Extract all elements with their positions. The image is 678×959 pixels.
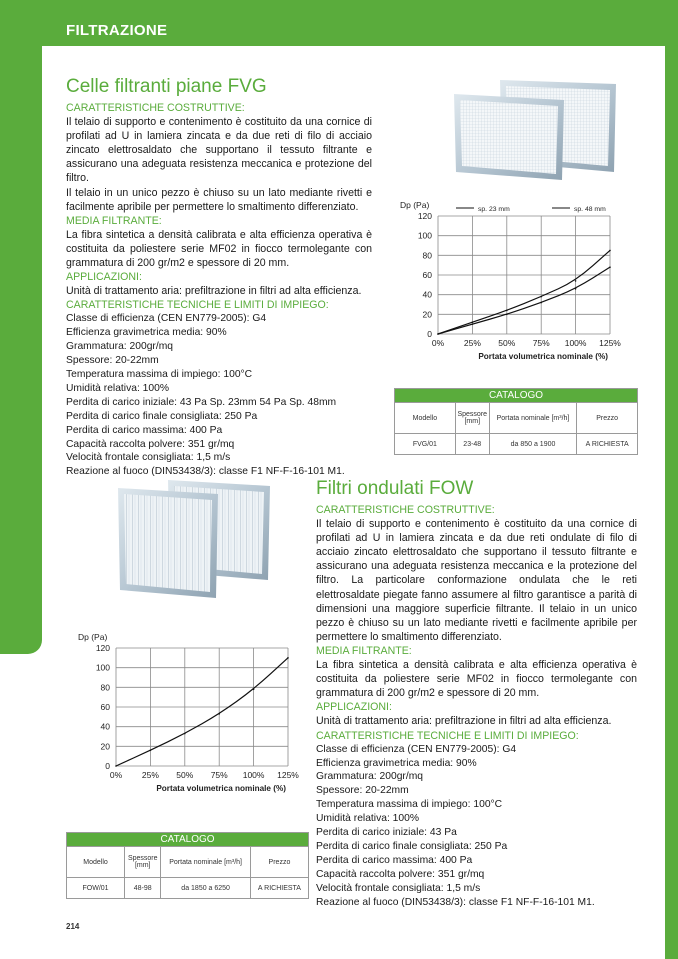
spec-line: Classe di efficienza (CEN EN779-2005): G4 <box>316 743 517 755</box>
chart-data-point <box>609 250 611 252</box>
fow-media-text: La fibra sintetica a densità calibrata e alta efficienza operativa è costituita da poliestere serie MF02 in fiocco termolegante con grammatura di 200 gr/m2 e spessore di 20 mm. <box>316 659 637 700</box>
chart-x-tick-label: 125% <box>277 770 299 780</box>
sidebar-green-band <box>0 46 42 640</box>
catalog-header-cell: Prezzo <box>250 847 308 878</box>
fow-catalog-table <box>66 832 309 899</box>
catalog-header-cell: Spessore [mm] <box>125 847 161 878</box>
fow-media-heading: MEDIA FILTRANTE: <box>316 644 412 657</box>
spec-line: Spessore: 20-22mm <box>316 785 409 797</box>
chart-data-point <box>472 323 474 325</box>
spec-line: Perdita di carico finale consigliata: 250 Pa <box>316 840 508 852</box>
chart-data-point <box>253 689 255 691</box>
chart-y-tick-label: 80 <box>100 682 110 693</box>
catalog-cell: da 850 a 1900 <box>489 434 576 455</box>
fow-text-column <box>316 503 637 909</box>
chart-x-tick-label: 0% <box>431 338 445 348</box>
fvg-catalog-table <box>394 388 638 455</box>
catalog-cell: da 1850 a 6250 <box>161 878 251 899</box>
spec-line: Perdita di carico massima: 400 Pa <box>316 854 473 866</box>
catalog-header-cell: Spessore [mm] <box>455 403 489 434</box>
catalog-title: CATALOGO <box>395 389 638 403</box>
catalog-cell: 48-98 <box>125 878 161 899</box>
catalog-header-cell: Portata nominale [m³/h] <box>489 403 576 434</box>
spec-line: Grammatura: 200gr/mq <box>66 341 174 353</box>
table-row <box>395 434 638 455</box>
chart-y-tick-label: 0 <box>427 329 432 339</box>
chart-x-tick-label: 50% <box>176 770 194 780</box>
spec-line: Umidità relativa: 100% <box>316 813 420 825</box>
spec-line: Temperatura massima di impiego: 100°C <box>316 799 503 811</box>
fvg-limits-heading: CARATTERISTICHE TECNICHE E LIMITI DI IMPIEGO: <box>66 299 329 312</box>
fvg-pressure-drop-chart <box>394 196 644 374</box>
chart-y-tick-label: 20 <box>100 741 110 752</box>
catalog-cell: A RICHIESTA <box>250 878 308 899</box>
spec-line: Perdita di carico iniziale: 43 Pa Sp. 23mm 54 Pa Sp. 48mm <box>66 396 337 408</box>
catalog-cell: FOW/01 <box>67 878 125 899</box>
chart-data-point <box>184 733 186 735</box>
fvg-text-column <box>66 101 372 479</box>
catalog-title: CATALOGO <box>67 833 309 847</box>
right-edge-band <box>665 0 678 959</box>
chart-series-line <box>438 267 610 334</box>
chart-legend-label: sp. 23 mm <box>478 206 510 213</box>
chart-y-tick-label: 80 <box>422 250 432 261</box>
spec-line: Velocità frontale consigliata: 1,5 m/s <box>316 882 481 894</box>
chart-data-point <box>218 713 220 715</box>
spec-line: Velocità frontale consigliata: 1,5 m/s <box>66 452 231 464</box>
fow-construction-text: Il telaio di supporto e contenimento è costituito da una cornice di profilati ad U in lamiera zincata e da due reti ondulate di filo di acciaio zincato elettrosaldato che supportano il tessuto filtrante e assicurano una adeguata resistenza meccanica e la protezione del filtro. La particolare conformazione ondulata che le reti elettrosaldate piegate fanno assumere al filtro garantisce a parità di dimensioni una maggiore superficie filtrante. Il telaio in un unico pezzo è chiuso su un lato mediante rivetti e facilmente apribile per permettere lo smaltimento differenziato. <box>316 518 637 643</box>
chart-y-tick-label: 100 <box>95 662 110 673</box>
chart-x-tick-label: 75% <box>532 338 550 348</box>
spec-line: Capacità raccolta polvere: 351 gr/mq <box>66 438 235 450</box>
chart-data-point <box>437 333 439 335</box>
spec-line: Efficienza gravimetrica media: 90% <box>66 327 227 339</box>
chart-y-tick-label: 40 <box>422 289 432 300</box>
chart-x-tick-label: 100% <box>242 770 265 780</box>
chart-data-point <box>115 765 117 767</box>
spec-line: Efficienza gravimetrica media: 90% <box>316 757 477 769</box>
fow-limits-heading: CARATTERISTICHE TECNICHE E LIMITI DI IMPIEGO: <box>316 729 579 742</box>
chart-data-point <box>506 310 508 312</box>
spec-line: Perdita di carico massima: 400 Pa <box>66 424 223 436</box>
sidebar-tab <box>0 640 42 654</box>
fvg-media-text: La fibra sintetica a densità calibrata e alta efficienza operativa è costituita da poliestere serie MF02 in fiocco termolegante con grammatura di 200 gr/m2 e spessore di 20 mm. <box>66 228 372 270</box>
fvg-construction-text-1: Il telaio di supporto e contenimento è costituito da una cornice di profilati ad U in lamiera zincata e da due reti di filo di acciaio zincato elettrosaldato che supportano il tessuto filtrante e assicurano una adeguata resistenza meccanica e protezione del filtro. <box>66 116 372 185</box>
chart-x-tick-label: 100% <box>564 338 587 348</box>
chart-y-tick-label: 120 <box>95 643 110 653</box>
spec-line: Reazione al fuoco (DIN53438/3): classe F1 NF-F-16-101 M1. <box>66 466 345 478</box>
fow-applications-heading: APPLICAZIONI: <box>316 701 392 714</box>
chart-y-tick-label: 60 <box>422 270 432 280</box>
chart-y-tick-label: 60 <box>100 702 110 712</box>
fow-applications-text: Unità di trattamento aria: prefiltrazione in filtri ad alta efficienza. <box>316 715 612 728</box>
chart-x-tick-label: 125% <box>599 338 621 348</box>
chart-x-tick-label: 25% <box>141 770 159 780</box>
spec-line: Perdita di carico iniziale: 43 Pa <box>316 827 457 839</box>
chart-series-line <box>116 658 288 766</box>
fvg-product-photo <box>448 76 618 182</box>
catalog-cell: 23-48 <box>455 434 489 455</box>
spec-line: Capacità raccolta polvere: 351 gr/mq <box>316 868 485 880</box>
fvg-applications-heading: APPLICAZIONI: <box>66 271 142 284</box>
chart-data-point <box>575 280 577 282</box>
chart-data-point <box>150 749 152 751</box>
fow-pressure-drop-chart <box>62 626 318 804</box>
chart-data-point <box>540 296 542 298</box>
fow-product-photo <box>114 478 274 600</box>
chart-series-line <box>438 250 610 334</box>
chart-x-tick-label: 0% <box>109 770 123 780</box>
chart-data-point <box>575 288 577 290</box>
chart-data-point <box>472 321 474 323</box>
chart-legend-label: sp. 48 mm <box>574 206 606 213</box>
chart-x-tick-label: 50% <box>498 338 516 348</box>
fvg-construction-text-2: Il telaio in un unico pezzo è chiuso su un lato mediante rivetti e facilmente apribile per permettere lo smaltimento differenziato. <box>66 186 372 213</box>
catalog-header-cell: Prezzo <box>577 403 638 434</box>
chart-y-tick-label: 20 <box>422 309 432 320</box>
page-number: 214 <box>66 922 80 931</box>
chart-y-tick-label: 40 <box>100 721 110 732</box>
chart-x-tick-label: 75% <box>210 770 228 780</box>
fow-title: Filtri ondulati FOW <box>316 478 474 499</box>
spec-line: Umidità relativa: 100% <box>66 382 170 394</box>
chart-y-tick-label: 100 <box>417 230 432 241</box>
chart-y-axis-label: Dp (Pa) <box>400 200 430 210</box>
section-title: FILTRAZIONE <box>66 22 168 39</box>
spec-line: Perdita di carico finale consigliata: 250 Pa <box>66 410 258 422</box>
chart-x-axis-label: Portata volumetrica nominale (%) <box>156 784 286 793</box>
catalog-cell: A RICHIESTA <box>577 434 638 455</box>
catalog-header-cell: Portata nominale [m³/h] <box>161 847 251 878</box>
chart-data-point <box>287 657 289 659</box>
chart-y-tick-label: 120 <box>417 211 432 221</box>
spec-line: Grammatura: 200gr/mq <box>316 771 424 783</box>
fvg-title: Celle filtranti piane FVG <box>66 76 267 97</box>
fvg-construction-heading: CARATTERISTICHE COSTRUTTIVE: <box>66 102 245 114</box>
fvg-specs-list <box>66 312 372 479</box>
catalog-header-cell: Modello <box>67 847 125 878</box>
spec-line: Reazione al fuoco (DIN53438/3): classe F1 NF-F-16-101 M1. <box>316 896 595 908</box>
chart-x-axis-label: Portata volumetrica nominale (%) <box>478 352 608 361</box>
fow-construction-heading: CARATTERISTICHE COSTRUTTIVE: <box>316 504 495 516</box>
fvg-applications-text: Unità di trattamento aria: prefiltrazione in filtri ad alta efficienza. <box>66 285 362 298</box>
chart-data-point <box>609 266 611 268</box>
chart-data-point <box>540 302 542 304</box>
spec-line: Classe di efficienza (CEN EN779-2005): G4 <box>66 313 267 325</box>
spec-line: Spessore: 20-22mm <box>66 355 159 367</box>
spec-line: Temperatura massima di impiego: 100°C <box>66 369 253 381</box>
fvg-media-heading: MEDIA FILTRANTE: <box>66 214 162 227</box>
chart-y-axis-label: Dp (Pa) <box>78 632 108 642</box>
chart-y-tick-label: 0 <box>105 761 110 771</box>
chart-x-tick-label: 25% <box>463 338 481 348</box>
catalog-cell: FVG/01 <box>395 434 456 455</box>
catalog-header-cell: Modello <box>395 403 456 434</box>
fow-specs-list <box>316 743 637 910</box>
chart-data-point <box>506 314 508 316</box>
table-row <box>67 878 309 899</box>
